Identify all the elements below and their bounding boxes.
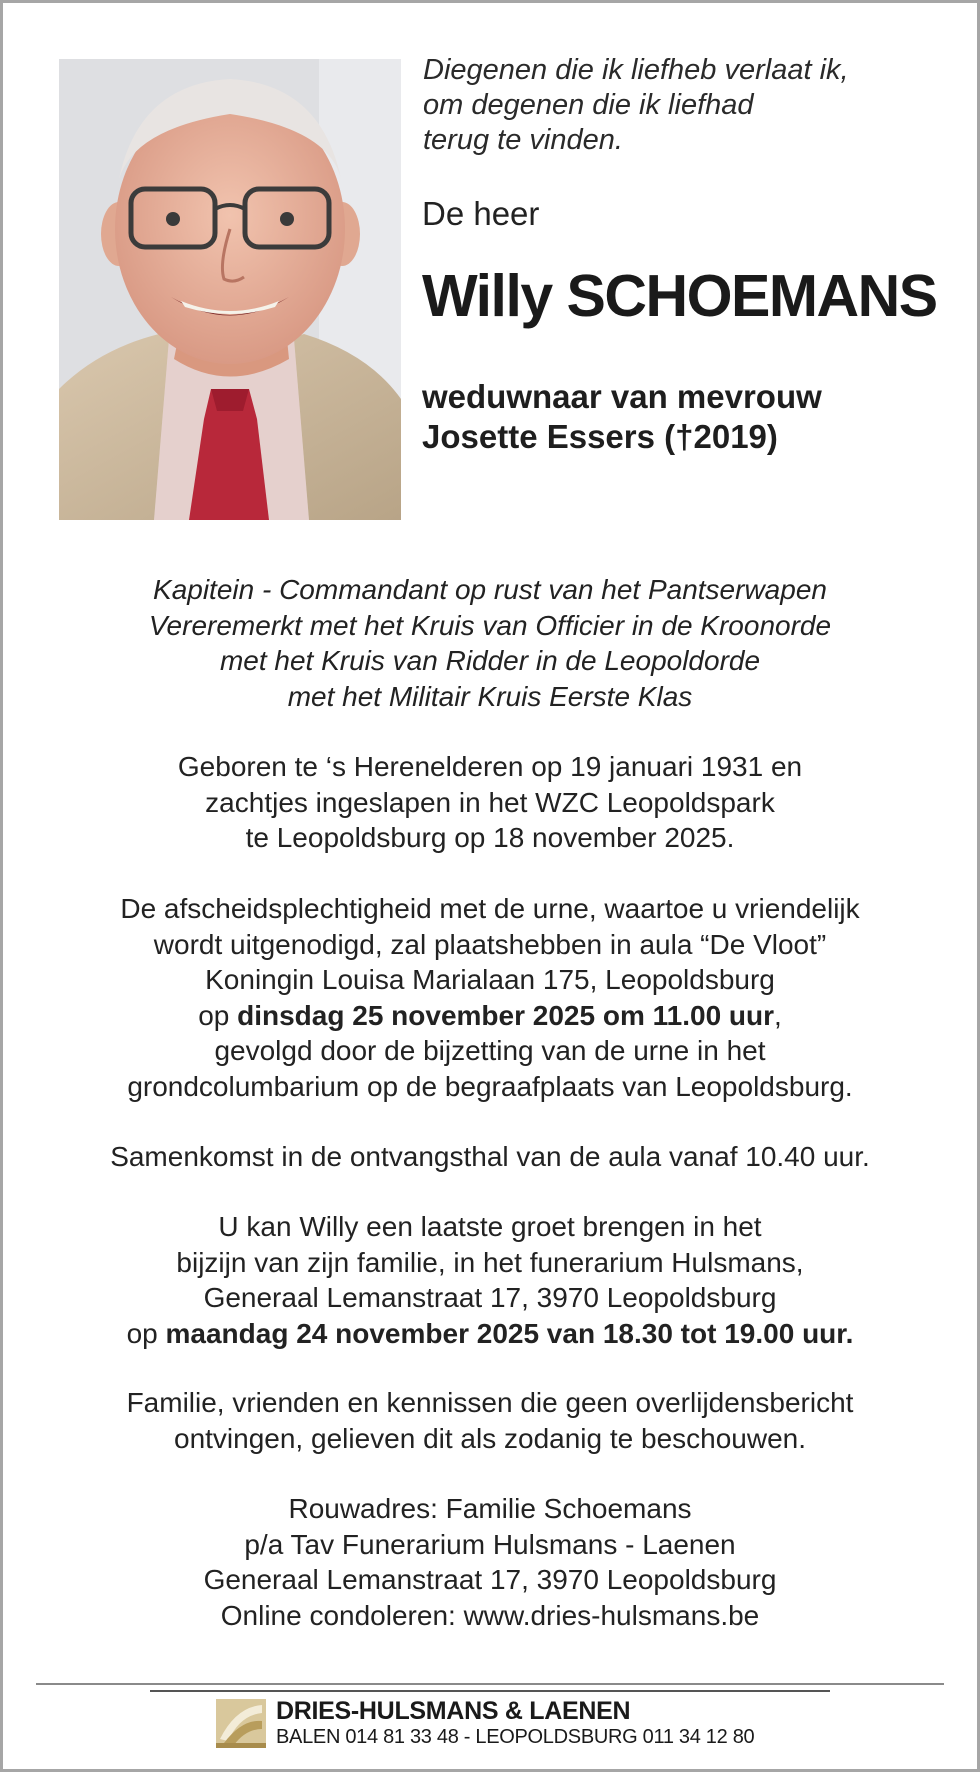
spouse-line: Josette Essers (†2019) xyxy=(422,418,778,455)
family-notice-block xyxy=(30,1385,950,1456)
salutation: De heer xyxy=(422,195,540,232)
address-line: Generaal Lemanstraat 17, 3970 Leopoldsburg xyxy=(203,1564,777,1595)
visit-line: U kan Willy een laatste groet brengen in het xyxy=(218,1211,762,1242)
quote-line: terug te vinden. xyxy=(423,124,623,156)
birth-line: Geboren te ‘s Herenelderen op 19 januari 1931 en xyxy=(177,751,803,782)
footer-divider-inner xyxy=(150,1690,830,1692)
honors-line: met het Militair Kruis Eerste Klas xyxy=(287,680,693,712)
ceremony-date-prefix: op xyxy=(198,999,238,1031)
family-line: Familie, vrienden en kennissen die geen overlijdensbericht xyxy=(126,1387,854,1418)
ceremony-line: gevolgd door de bijzetting van de urne in het xyxy=(214,1035,766,1066)
visitation-block xyxy=(30,1209,950,1351)
spouse-line: weduwnaar van mevrouw xyxy=(422,378,822,415)
quote-line: Diegenen die ik liefheb verlaat ik, xyxy=(423,54,849,86)
opening-quote xyxy=(423,53,943,158)
ceremony-date-line xyxy=(30,998,950,1034)
visit-line: Generaal Lemanstraat 17, 3970 Leopoldsburg xyxy=(203,1282,777,1313)
honors-line: Kapitein - Commandant op rust van het Pantserwapen xyxy=(153,574,827,605)
birth-death-block xyxy=(30,749,950,856)
condolence-link[interactable]: Online condoleren: www.dries-hulsmans.be xyxy=(220,1599,760,1631)
ceremony-line: De afscheidsplechtigheid met de urne, waartoe u vriendelijk xyxy=(120,893,860,924)
gathering-block xyxy=(30,1139,950,1175)
visit-date-line xyxy=(30,1316,950,1352)
funeral-home-phones: BALEN 014 81 33 48 - LEOPOLDSBURG 011 34 12 80 xyxy=(276,1726,755,1748)
honors-line: Vereremerkt met het Kruis van Officier in de Kroonorde xyxy=(148,609,832,641)
portrait-photo xyxy=(59,59,401,520)
funeral-home-logo-icon xyxy=(216,1699,266,1748)
gathering-line: Samenkomst in de ontvangsthal van de aula vanaf 10.40 uur. xyxy=(110,1141,870,1172)
footer-divider xyxy=(36,1683,944,1685)
birth-line: zachtjes ingeslapen in het WZC Leopoldspark xyxy=(205,786,775,818)
ceremony-date: dinsdag 25 november 2025 om 11.00 uur xyxy=(237,999,775,1031)
honors-block xyxy=(30,572,950,714)
ceremony-date-suffix: , xyxy=(774,999,782,1031)
ceremony-line: wordt uitgenodigd, zal plaatshebben in aula “De Vloot” xyxy=(153,928,827,960)
funeral-home-name: DRIES-HULSMANS & LAENEN xyxy=(276,1697,631,1725)
deceased-name: Willy SCHOEMANS xyxy=(422,263,937,329)
address-line: p/a Tav Funerarium Hulsmans - Laenen xyxy=(244,1528,736,1560)
mourning-address-block xyxy=(30,1491,950,1633)
quote-line: om degenen die ik liefhad xyxy=(423,89,754,121)
ceremony-line: grondcolumbarium op de begraafplaats van Leopoldsburg. xyxy=(127,1070,853,1102)
address-line: Rouwadres: Familie Schoemans xyxy=(288,1493,692,1524)
visit-date: maandag 24 november 2025 van 18.30 tot 19.00 uur. xyxy=(165,1317,854,1349)
ceremony-block xyxy=(30,891,950,1104)
visit-line: bijzijn van zijn familie, in het funerarium Hulsmans, xyxy=(176,1246,804,1278)
visit-date-prefix: op xyxy=(126,1317,166,1349)
honors-line: met het Kruis van Ridder in de Leopoldorde xyxy=(219,645,761,676)
family-line: ontvingen, gelieven dit als zodanig te beschouwen. xyxy=(174,1422,806,1454)
birth-line: te Leopoldsburg op 18 november 2025. xyxy=(245,822,735,853)
spouse-info xyxy=(422,377,822,457)
ceremony-line: Koningin Louisa Marialaan 175, Leopoldsburg xyxy=(205,964,775,995)
